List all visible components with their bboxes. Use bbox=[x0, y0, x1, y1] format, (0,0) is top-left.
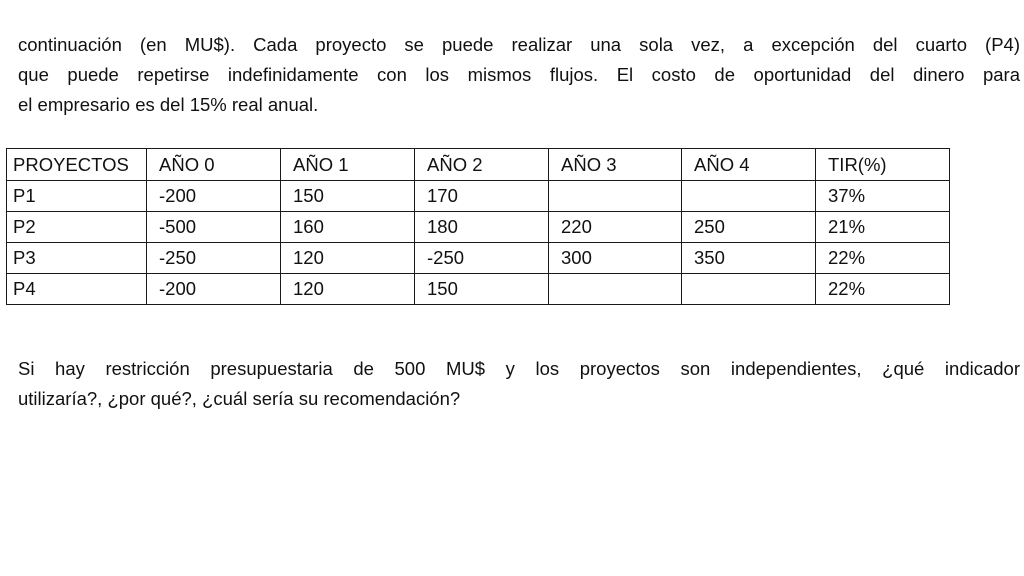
table-cell: -250 bbox=[415, 243, 549, 274]
header-year-4: AÑO 4 bbox=[682, 149, 816, 181]
table-cell: -200 bbox=[147, 274, 281, 305]
table-header-row bbox=[7, 149, 950, 181]
project-name-cell: P3 bbox=[7, 243, 147, 274]
intro-line: el empresario es del 15% real anual. bbox=[18, 94, 319, 115]
table-row bbox=[7, 243, 950, 274]
tir-cell: 37% bbox=[816, 181, 950, 212]
project-name-cell: P4 bbox=[7, 274, 147, 305]
tir-cell: 22% bbox=[816, 274, 950, 305]
intro-paragraph bbox=[18, 30, 1020, 120]
header-year-3: AÑO 3 bbox=[549, 149, 682, 181]
table-cell: 250 bbox=[682, 212, 816, 243]
table-cell: -250 bbox=[147, 243, 281, 274]
header-year-2: AÑO 2 bbox=[415, 149, 549, 181]
table-row bbox=[7, 181, 950, 212]
tir-cell: 21% bbox=[816, 212, 950, 243]
intro-line: que puede repetirse indefinidamente con los mismos flujos. El costo de oportunidad del dinero para bbox=[18, 64, 1020, 85]
table-cell: 150 bbox=[415, 274, 549, 305]
table-cell: -500 bbox=[147, 212, 281, 243]
question-paragraph bbox=[18, 354, 1020, 414]
table-cell: 220 bbox=[549, 212, 682, 243]
table-cell: 180 bbox=[415, 212, 549, 243]
header-year-0: AÑO 0 bbox=[147, 149, 281, 181]
table-cell: 170 bbox=[415, 181, 549, 212]
table-cell bbox=[682, 274, 816, 305]
header-year-1: AÑO 1 bbox=[281, 149, 415, 181]
table-cell: 150 bbox=[281, 181, 415, 212]
table-cell: 350 bbox=[682, 243, 816, 274]
question-line: Si hay restricción presupuestaria de 500 MU$ y los proyectos son independientes, ¿qué indicador bbox=[18, 358, 1020, 379]
project-name-cell: P2 bbox=[7, 212, 147, 243]
table-cell bbox=[682, 181, 816, 212]
intro-line: continuación (en MU$). Cada proyecto se puede realizar una sola vez, a excepción del cuarto (P4) bbox=[18, 34, 1020, 55]
table-row bbox=[7, 212, 950, 243]
tir-cell: 22% bbox=[816, 243, 950, 274]
header-tir: TIR(%) bbox=[816, 149, 950, 181]
header-projects: PROYECTOS bbox=[7, 149, 147, 181]
table-cell: 120 bbox=[281, 243, 415, 274]
table-cell: 160 bbox=[281, 212, 415, 243]
table-cell bbox=[549, 181, 682, 212]
table-cell: 120 bbox=[281, 274, 415, 305]
table-cell: 300 bbox=[549, 243, 682, 274]
table-cell: -200 bbox=[147, 181, 281, 212]
question-line: utilizaría?, ¿por qué?, ¿cuál sería su recomendación? bbox=[18, 388, 461, 409]
project-cash-flow-table bbox=[6, 148, 950, 305]
table-row bbox=[7, 274, 950, 305]
project-name-cell: P1 bbox=[7, 181, 147, 212]
table-cell bbox=[549, 274, 682, 305]
